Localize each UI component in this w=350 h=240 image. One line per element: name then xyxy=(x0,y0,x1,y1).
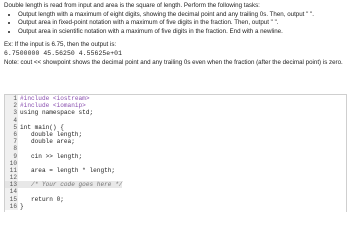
code-line[interactable] xyxy=(5,95,346,102)
line-number: 15 xyxy=(5,196,18,203)
line-number: 1 xyxy=(5,95,18,102)
line-number: 11 xyxy=(5,167,18,174)
code-line[interactable] xyxy=(5,138,346,145)
task-item: • Output area in scientific notation with a maximum of five digits in the fraction. End with a newline. xyxy=(18,28,348,37)
code-line[interactable] xyxy=(5,160,346,167)
code-text[interactable]: double area; xyxy=(20,138,75,146)
task-list xyxy=(4,11,348,37)
line-number: 13 xyxy=(5,181,18,188)
code-line[interactable] xyxy=(5,117,346,124)
code-text[interactable] xyxy=(18,117,20,124)
code-editor[interactable] xyxy=(4,94,347,212)
line-number: 7 xyxy=(5,138,18,145)
code-line[interactable] xyxy=(5,188,346,195)
code-text[interactable] xyxy=(18,188,20,195)
code-text[interactable]: using namespace std; xyxy=(20,109,94,117)
task-item: • Output area in fixed-point notation with a maximum of five digits in the fraction. Then, output " ". xyxy=(18,19,348,28)
line-number: 16 xyxy=(5,203,18,210)
code-text[interactable]: return 0; xyxy=(20,195,64,203)
code-text[interactable] xyxy=(18,174,20,181)
code-line[interactable] xyxy=(5,131,346,138)
code-text[interactable]: #include <iomanip> xyxy=(20,102,86,110)
line-number: 5 xyxy=(5,124,18,131)
code-line[interactable] xyxy=(5,181,346,188)
code-line[interactable] xyxy=(5,102,346,109)
code-line[interactable] xyxy=(5,109,346,116)
note-text: Note: cout << showpoint shows the decimal point and any trailing 0s even when the fraction (after the decimal point) is zero. xyxy=(4,58,343,66)
code-text[interactable]: /* Your code goes here */ xyxy=(20,181,123,189)
instructions xyxy=(4,2,348,67)
code-text[interactable] xyxy=(18,160,20,167)
code-line[interactable] xyxy=(5,124,346,131)
code-text[interactable] xyxy=(18,145,20,152)
code-line[interactable] xyxy=(5,145,346,152)
line-number: 12 xyxy=(5,174,18,181)
code-line[interactable] xyxy=(5,153,346,160)
line-number: 2 xyxy=(5,102,18,109)
line-number: 3 xyxy=(5,109,18,116)
code-line[interactable] xyxy=(5,196,346,203)
code-text[interactable]: double length; xyxy=(20,130,83,138)
code-line[interactable] xyxy=(5,167,346,174)
code-text[interactable]: #include <iostream> xyxy=(20,95,90,102)
code-line[interactable] xyxy=(5,203,346,210)
task-item: • Output length with a maximum of eight digits, showing the decimal point and any trailing 0s. Then, output " ". xyxy=(18,11,348,20)
intro-text: Double length is read from input and area is the square of length. Perform the following tasks: xyxy=(4,2,260,9)
line-number: 14 xyxy=(5,188,18,195)
line-number: 4 xyxy=(5,117,18,124)
code-text[interactable]: cin >> length; xyxy=(20,152,83,160)
code-text[interactable]: } xyxy=(20,202,24,210)
line-number: 10 xyxy=(5,160,18,167)
example-output: 6.7500000 45.56250 4.55625e+01 xyxy=(4,49,123,57)
code-text[interactable]: int main() { xyxy=(20,123,64,131)
code-text[interactable]: area = length * length; xyxy=(20,166,116,174)
line-number: 8 xyxy=(5,145,18,152)
line-number: 9 xyxy=(5,153,18,160)
line-number: 6 xyxy=(5,131,18,138)
example-label: Ex: If the input is 6.75, then the output is: xyxy=(4,41,117,49)
code-line[interactable] xyxy=(5,174,346,181)
